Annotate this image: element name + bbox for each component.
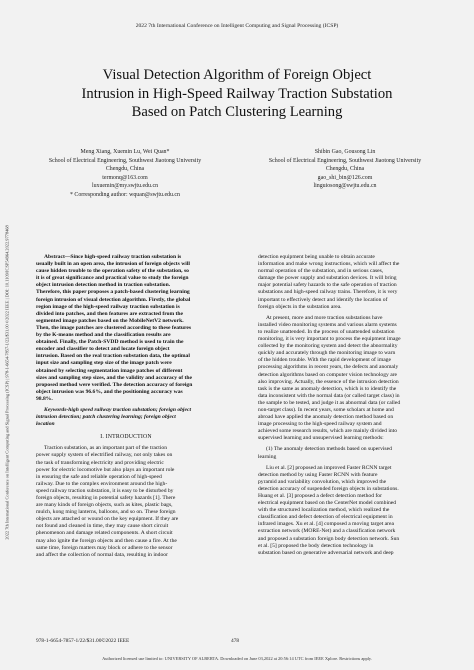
corresponding-author: * Corresponding author: wquan@swjtu.edu.cn [70,191,180,198]
title-line: Based on Patch Clustering Learning [131,104,343,121]
text-line: normal operation of the substation, and in serious cases, [258,268,384,275]
text-line: detection algorithms based on computer vision technology are [258,371,398,378]
text-line: major potential safety hazards to the safe operation of traction [258,282,397,289]
text-line: may also ignite the foreign objects and then cause a fire. At the [36,537,177,544]
text-line: At present, more and more traction substations have [266,314,383,321]
text-line: task is the same as anomaly detection, which is to identify the [258,385,397,392]
author-email: gao_shi_bin@126.com [317,174,373,181]
text-line: divided into patches, and then features are extracted from the [36,310,183,317]
author-email: luxuemin@my.swjtu.edu.cn [91,183,159,190]
text-line: substation based on generative adversarial network and deep [258,549,394,556]
author-names: Shibin Gao, Gousong Lin [314,149,376,155]
text-line: of the hidden trouble. With the rapid development of image [258,357,391,364]
right-column [258,254,444,557]
text-line: not found and cleaned in time, they may cause short circuit [36,523,169,530]
introduction-paragraph [36,445,216,559]
text-line: installed video monitoring systems and various alarm systems [258,321,397,328]
text-line: obtained. Finally, the Patch-SVDD method is used to train the [36,339,184,346]
text-line: substations and high-speed railway trains. Therefore, it is very [258,289,398,296]
text-line: processing algorithms in recent years, the defects and anomaly [258,364,399,371]
text-line: phenomenon and damage related components. A short circuit [36,530,173,537]
page-number: 478 [231,638,240,644]
footer-code: 978-1-6654-7857-1/22/$31.00©2022 IEEE [36,638,130,644]
text-line: et al. [5] proposed the body detection technology in [258,542,374,549]
text-line: it is of great significance and practical value to study the foreign [36,275,189,282]
text-line: power supply system of electrified railway, not only takes on [36,452,173,459]
text-line: sizes and sampling step sizes, and the validity and accuracy of the [36,374,193,381]
text-line: Keywords-high speed railway traction substation; foreign object [44,406,191,413]
text-line: data inconsistent with the normal data (or called target class) in [258,392,400,399]
text-line: mulch, kong ming lanterns, balloons, and so on. These foreign [36,509,176,516]
author-email: termonq@163.com [102,174,148,181]
text-line: Traction substation, as an important part of the traction [44,445,167,452]
text-line: 98.8%. [36,395,53,402]
text-line: damage the power supply and substation devices. It will bring [258,275,397,282]
text-line: foreign objects in the substation area. [258,303,342,310]
text-line: extraction network (MORE-Net) and a classification network [258,528,396,535]
text-line: segmented image patches based on the MobileNetV2 network. [36,317,184,324]
text-line: abroad have applied the anomaly detection method based on [258,414,394,421]
text-line: monitoring, it is very important to process the equipment image [258,336,401,343]
text-line: image processing to the high-speed railway system and [258,421,382,428]
text-line: also improving. Actually, the essence of the intrusion detection [258,378,399,385]
text-line: intrusion detection; patch clustering learning; foreign object [36,414,176,421]
text-line: same time, foreign matters may block or adhere to the sensor [36,544,173,551]
text-line: supervised learning and unsupervised learning methods: [258,435,384,442]
text-line: non-target class). In recent years, some scholars at home and [258,406,394,413]
right-paragraph-1 [258,254,444,311]
text-line: object intrusion was 96.6%, and the positioning accuracy was [36,388,183,395]
section-heading-introduction: I. INTRODUCTION [100,434,152,441]
author-names: Meng Xiang, Xuemin Lu, Wei Quan* [80,149,170,155]
text-line: intrusion. Based on the real traction substation data, the optimal [36,353,190,360]
text-line: achieved some research results, which are mainly divided into [258,428,398,435]
conference-header: 2022 7th International Conference on Intelligent Computing and Signal Processing (ICSP) [135,23,339,29]
text-line: object intrusion detection method in traction substation. [36,282,171,289]
text-line: to realize unattended. In the process of unattended substation [258,328,395,335]
text-line: are many kinds of foreign objects, such as kites, plastic bags, [36,502,173,509]
text-line: the task of transforming electricity and providing electric [36,459,164,466]
text-line: pyramid and variability convolution, which improved the [258,478,387,485]
text-line: objects are attached or wound on the key equipment. If they are [36,516,179,523]
right-paragraph-4 [258,465,444,557]
abstract [36,254,216,403]
authorized-use-notice: Authorized licensed use limited to: UNIVERSITY OF ALBERTA. Downloaded on June 03,2022 at 20:56:14 UTC from IEEE Xplore. Restrictions apply. [102,656,372,661]
text-line: detection method by using Faster RCNN with feature [258,471,378,478]
paper-title [30,66,444,122]
author-block-right [250,148,440,191]
text-line: with the structured localization method, which realized the [258,507,390,514]
text-line: foreign objects, resulting in potential safety hazards [1]. There [36,495,176,501]
author-location: Chengdu, China [105,166,145,173]
text-line: important to effectively detect and identify the location of [258,296,388,303]
text-line: foreign intrusion of visual detection algorithm. Firstly, the global [36,296,191,303]
text-line: and affect the collection of normal data, resulting in indoor [36,551,168,558]
text-line: input size and sampling step size of the image patch were [36,360,172,367]
text-line: by the K-means method and the classification results are [36,332,171,339]
text-line: electrical equipment based on the CenterNet model combined [258,500,397,507]
text-line: information and make wrong instructions, which will affect the [258,261,400,268]
text-line: Then, the image patches are clustered according to these features [36,324,192,331]
text-line: encoder and classifier to detect and locate foreign object [36,346,170,353]
author-location: Chengdu, China [325,166,365,173]
text-line: Huang et al. [3] proposed a defect detection method for [258,493,382,499]
author-affiliation: School of Electrical Engineering, Southwest Jiaotong University [268,157,422,164]
text-line: region image of the high-speed railway traction substation is [36,303,180,310]
text-line: detection equipment being unable to obtain accurate [258,254,375,260]
text-line: Therefore, this paper proposes a patch-based clustering learning [36,289,190,296]
text-line: the sample to be tested, and judge it as abnormal data (or called [258,399,401,406]
author-email: linguiosong@swjtu.edu.cn [313,183,377,190]
text-line: usually built in an open area, the intrusion of foreign objects will [36,261,190,268]
left-column [36,254,216,559]
title-line: Intrusion in High-Speed Railway Traction Substation [81,85,393,102]
title-line: Visual Detection Algorithm of Foreign Object [102,67,372,83]
text-line: power for electric locomotive but also plays an important role [36,466,175,473]
text-line: proposed method were verified. The detection accuracy of foreign [36,381,193,388]
text-line: obtained by selecting segmentation image patches of different [36,367,183,374]
text-line: speed railway traction substation, it is easy to be disturbed by [36,487,174,494]
text-line: (1) The anomaly detection methods based on supervised [266,446,392,453]
text-line: Liu et al. [2] proposed an improved Faster RCNN target [266,464,392,471]
text-line: infrared images. Xu et al. [4] composed a moving target area [258,521,394,528]
text-line: railway. Due to the complex environment around the high- [36,480,168,487]
text-line: in ensuring the safe and reliable operation of high-speed [36,473,162,480]
text-line: cause hidden trouble to the operation safety of the substation, so [36,268,189,275]
text-line: location [36,421,55,428]
text-line: quickly and accurately through the monitoring image to warn [258,350,396,357]
author-block-left [30,148,220,200]
author-affiliation: School of Electrical Engineering, Southwest Jiaotong University [48,157,202,164]
text-line: Abstract—Since high-speed railway traction substation is [44,254,182,260]
text-line: collected by the monitoring system and detect the abnormality [258,343,398,350]
sidebar-text: 2022 7th International Conference on Intelligent Computing and Signal Processing (ICSP) | 978-1-6654-7857-1/22/$31.00 ©2022 IEEE | DOI: 10.1109/ICSP54964.2022.9778468 [4,225,10,540]
text-line: and proposed a substation foreign body detection network. Sun [258,535,400,542]
keywords [36,407,216,428]
right-paragraph-2 [258,315,444,443]
text-line: classification and defect detection of electrical equipment in [258,514,393,521]
right-paragraph-3 [258,446,444,460]
text-line: detection accuracy of suspended foreign objects in substations. [258,485,399,492]
text-line: learning [258,453,277,460]
